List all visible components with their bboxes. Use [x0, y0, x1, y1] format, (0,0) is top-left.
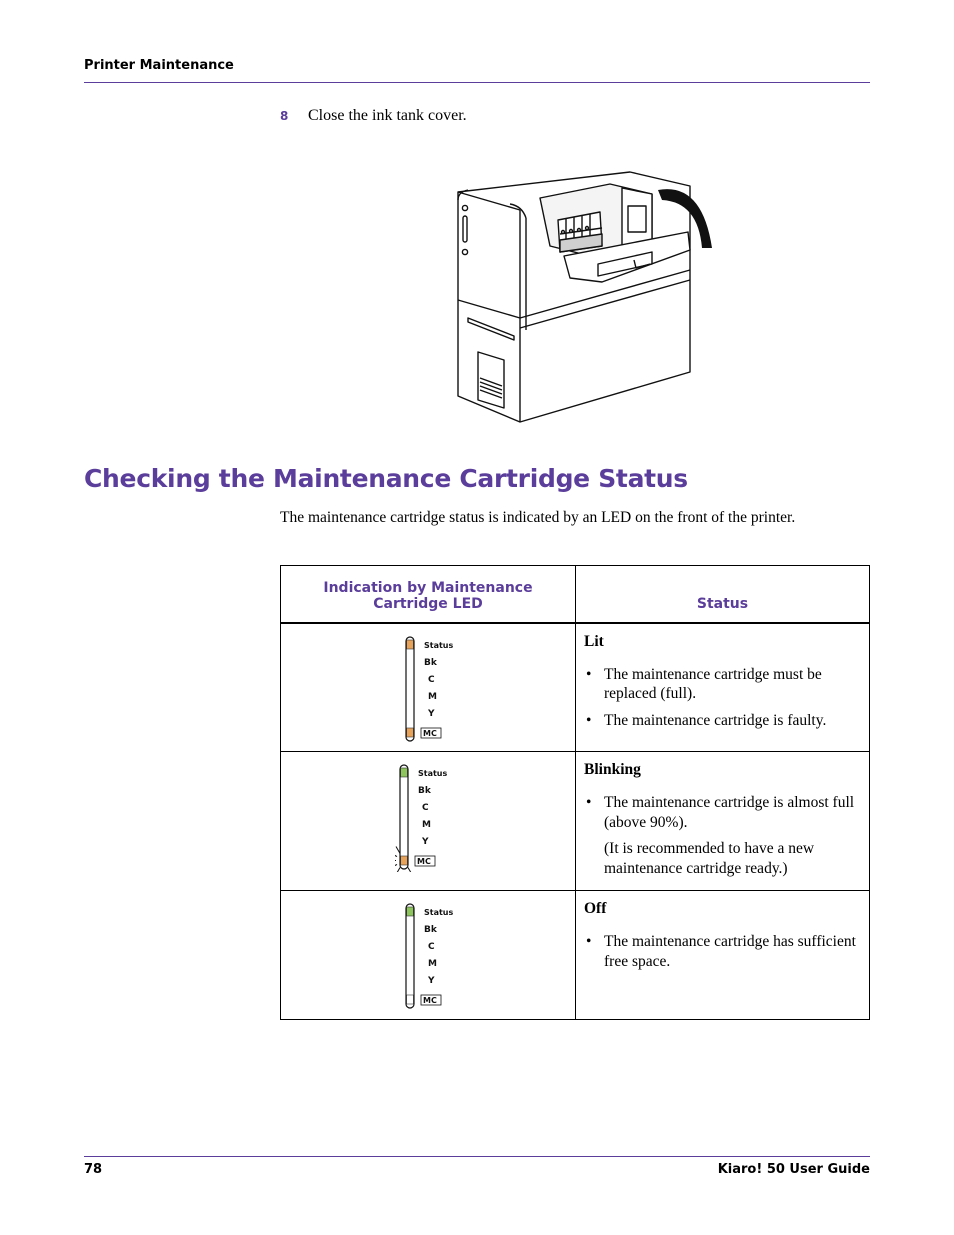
led-label: MC	[423, 996, 437, 1005]
status-led	[401, 768, 408, 777]
footer-rule	[84, 1156, 870, 1157]
blink-ray	[395, 864, 397, 870]
led-label: Bk	[424, 657, 437, 668]
list-item: • The maintenance cartridge must be replaced (full).	[584, 665, 859, 704]
led-panel-blinking	[395, 764, 455, 872]
led-label: MC	[423, 728, 437, 738]
led-status-table	[280, 565, 870, 1020]
led-label: Bk	[424, 925, 437, 935]
led-diagram	[401, 636, 461, 744]
status-name: Lit	[584, 632, 604, 650]
led-label: Y	[422, 837, 429, 847]
status-name: Off	[584, 900, 607, 917]
status-description-cell	[576, 891, 870, 1020]
page-number: 78	[84, 1162, 103, 1177]
status-bullets	[584, 665, 859, 730]
led-label: M	[428, 959, 437, 969]
led-label: M	[422, 820, 431, 830]
led-panel-off	[401, 903, 461, 1011]
led-label: C	[428, 674, 435, 685]
led-indicator-cell	[281, 752, 576, 891]
status-bullets	[584, 793, 859, 832]
col-header-indication: Indication by Maintenance Cartridge LED	[281, 566, 576, 623]
led-panel-lit	[401, 636, 461, 744]
led-label: Y	[428, 708, 435, 719]
led-indicator-cell	[281, 623, 576, 752]
table-row	[281, 623, 870, 752]
led-tube	[406, 904, 414, 1008]
col-header-status: Status	[576, 566, 870, 623]
led-indicator-cell	[281, 891, 576, 1020]
led-label: MC	[417, 857, 431, 866]
led-diagram	[401, 903, 461, 1011]
table-row	[281, 891, 870, 1020]
table-header-row	[281, 566, 870, 623]
status-led	[407, 640, 414, 649]
section-intro: The maintenance cartridge status is indicated by an LED on the front of the printer.	[280, 509, 796, 526]
step-text: Close the ink tank cover.	[308, 107, 467, 124]
status-bullets	[584, 932, 859, 971]
list-item: • The maintenance cartridge is almost full (above 90%).	[584, 793, 859, 832]
led-label: Status	[418, 769, 448, 778]
running-head: Printer Maintenance	[84, 58, 234, 73]
blink-ray	[408, 867, 412, 872]
led-tube	[406, 637, 414, 741]
status-note: (It is recommended to have a new maintenance cartridge ready.)	[604, 840, 815, 877]
mc-led	[407, 728, 414, 737]
led-tube	[400, 765, 408, 869]
status-led	[407, 907, 414, 916]
list-item: • The maintenance cartridge has sufficient free space.	[584, 932, 859, 971]
led-label: Bk	[418, 786, 431, 796]
list-item: • The maintenance cartridge is faulty.	[584, 711, 859, 730]
step-number: 8	[280, 109, 289, 123]
led-label: C	[422, 803, 429, 813]
blink-ray	[395, 851, 397, 857]
led-label: M	[428, 691, 437, 702]
table-row	[281, 752, 870, 891]
status-description-cell	[576, 623, 870, 752]
status-name: Blinking	[584, 761, 641, 778]
led-label: C	[428, 942, 435, 952]
header-rule	[84, 82, 870, 83]
document-title: Kiaro! 50 User Guide	[717, 1162, 870, 1177]
section-title: Checking the Maintenance Cartridge Status	[84, 464, 688, 493]
led-label: Y	[428, 976, 435, 986]
mc-led	[407, 995, 414, 1004]
blink-ray	[396, 867, 400, 872]
printer-illustration	[440, 160, 730, 430]
led-label: Status	[424, 908, 454, 917]
led-label: Status	[424, 640, 454, 650]
step-8	[280, 107, 467, 125]
status-description-cell	[576, 752, 870, 891]
mc-led	[401, 856, 408, 865]
led-diagram	[395, 764, 455, 872]
